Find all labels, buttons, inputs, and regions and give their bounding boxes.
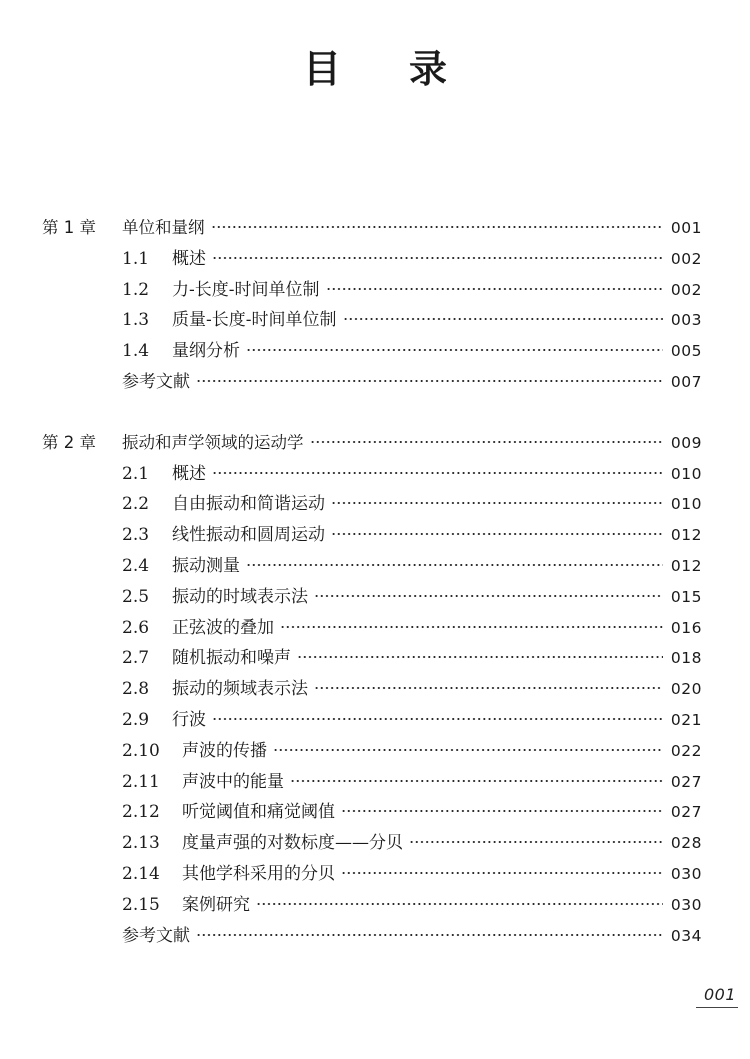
- page-title: [0, 44, 750, 94]
- section-number: 2.6: [122, 617, 150, 638]
- section-number: 2.4: [122, 555, 150, 576]
- dot-leader: [343, 317, 663, 321]
- dot-leader: [297, 655, 663, 659]
- page-number: 027: [670, 772, 702, 791]
- chapter-title: 振动和声学领域的运动学: [122, 432, 304, 452]
- page-number: 018: [670, 649, 702, 668]
- toc-section-2-11[interactable]: [42, 767, 702, 798]
- section-title: 概述: [172, 248, 206, 269]
- page-number: 010: [670, 464, 702, 483]
- section-title: 量纲分析: [172, 341, 240, 362]
- chapter-gap: [42, 398, 702, 428]
- dot-leader: [211, 225, 663, 229]
- section-title: 振动测量: [172, 555, 240, 576]
- toc-section-1-3[interactable]: [42, 305, 702, 336]
- dot-leader: [341, 809, 663, 813]
- dot-leader: [212, 256, 663, 260]
- section-number: 1.4: [122, 341, 150, 362]
- dot-leader: [196, 933, 663, 937]
- toc-section-2-3[interactable]: [42, 520, 702, 551]
- table-of-contents: [42, 213, 702, 951]
- toc-chapter-1[interactable]: [42, 213, 702, 244]
- section-title: 正弦波的叠加: [172, 617, 274, 638]
- toc-section-1-4[interactable]: [42, 336, 702, 367]
- section-title: 参考文献: [122, 925, 190, 946]
- section-title: 行波: [172, 709, 206, 730]
- dot-leader: [409, 840, 663, 844]
- section-title: 振动的频域表示法: [172, 679, 308, 700]
- page-number: 007: [670, 372, 702, 391]
- toc-section-2-14[interactable]: [42, 859, 702, 890]
- toc-section-2-12[interactable]: [42, 797, 702, 828]
- page-title-char-1: 目: [302, 47, 409, 91]
- chapter-number: 第 1 章: [42, 218, 96, 237]
- section-number: 2.10: [122, 740, 160, 761]
- section-title: 质量-长度-时间单位制: [172, 310, 337, 331]
- chapter-title: 单位和量纲: [122, 218, 205, 237]
- section-number: 2.1: [122, 463, 150, 484]
- section-number: 2.8: [122, 679, 150, 700]
- toc-references-2[interactable]: [42, 921, 702, 952]
- section-title: 度量声强的对数标度——分贝: [182, 833, 403, 854]
- section-number: 2.11: [122, 771, 160, 792]
- chapter-number: 第 2 章: [42, 432, 96, 452]
- folio-page-number: 001: [696, 985, 738, 1008]
- toc-section-2-15[interactable]: [42, 890, 702, 921]
- section-number: 1.2: [122, 279, 150, 300]
- page-number: 009: [670, 433, 702, 452]
- page-number: 022: [670, 741, 702, 760]
- page-number: 027: [670, 803, 702, 822]
- page-number: 034: [670, 926, 702, 945]
- page-number: 030: [670, 895, 702, 914]
- section-title: 声波中的能量: [182, 771, 284, 792]
- section-title: 参考文献: [122, 371, 190, 392]
- dot-leader: [256, 902, 663, 906]
- section-number: 2.5: [122, 586, 150, 607]
- toc-section-2-5[interactable]: [42, 582, 702, 613]
- toc-section-2-10[interactable]: [42, 736, 702, 767]
- dot-leader: [326, 287, 663, 291]
- page-number: 028: [670, 834, 702, 853]
- toc-section-2-4[interactable]: [42, 551, 702, 582]
- dot-leader: [331, 501, 663, 505]
- toc-chapter-2[interactable]: [42, 428, 702, 459]
- section-number: 2.7: [122, 648, 150, 669]
- page-number: 002: [670, 249, 702, 268]
- dot-leader: [341, 871, 663, 875]
- section-title: 案例研究: [182, 894, 250, 915]
- section-title: 力-长度-时间单位制: [172, 279, 320, 300]
- page-number: 021: [670, 710, 702, 729]
- section-title: 线性振动和圆周运动: [172, 525, 325, 546]
- page-number: 012: [670, 556, 702, 575]
- dot-leader: [331, 532, 663, 536]
- page-number: 005: [670, 342, 702, 361]
- section-number: 2.12: [122, 802, 160, 823]
- section-title: 概述: [172, 463, 206, 484]
- toc-section-2-2[interactable]: [42, 489, 702, 520]
- page-number: 015: [670, 587, 702, 606]
- toc-section-1-1[interactable]: [42, 244, 702, 275]
- toc-section-1-2[interactable]: [42, 275, 702, 306]
- dot-leader: [246, 348, 663, 352]
- page-number: 010: [670, 495, 702, 514]
- section-title: 振动的时域表示法: [172, 586, 308, 607]
- section-number: 2.15: [122, 894, 160, 915]
- page-title-char-2: 录: [409, 47, 516, 91]
- section-title: 随机振动和噪声: [172, 648, 291, 669]
- section-title: 听觉阈值和痛觉阈值: [182, 802, 335, 823]
- dot-leader: [314, 594, 663, 598]
- page-number: 020: [670, 680, 702, 699]
- section-title: 其他学科采用的分贝: [182, 863, 335, 884]
- section-number: 1.1: [122, 248, 150, 269]
- toc-section-2-9[interactable]: [42, 705, 702, 736]
- toc-section-2-7[interactable]: [42, 643, 702, 674]
- page-number: 012: [670, 526, 702, 545]
- page-number: 016: [670, 618, 702, 637]
- section-number: 2.13: [122, 833, 160, 854]
- dot-leader: [246, 563, 663, 567]
- page-number: 002: [670, 280, 702, 299]
- dot-leader: [290, 779, 663, 783]
- toc-section-2-1[interactable]: [42, 459, 702, 490]
- page-number: 003: [670, 311, 702, 330]
- dot-leader: [310, 440, 663, 444]
- dot-leader: [212, 471, 663, 475]
- section-title: 自由振动和简谐运动: [172, 494, 325, 515]
- section-number: 2.14: [122, 863, 160, 884]
- section-number: 2.3: [122, 525, 150, 546]
- dot-leader: [212, 717, 663, 721]
- dot-leader: [196, 379, 663, 383]
- page-number: 001: [670, 219, 702, 237]
- section-number: 1.3: [122, 310, 150, 331]
- toc-section-2-13[interactable]: [42, 828, 702, 859]
- toc-references-1[interactable]: [42, 367, 702, 398]
- toc-section-2-8[interactable]: [42, 674, 702, 705]
- section-title: 声波的传播: [182, 740, 267, 761]
- section-number: 2.9: [122, 709, 150, 730]
- dot-leader: [280, 625, 663, 629]
- section-number: 2.2: [122, 494, 150, 515]
- toc-section-2-6[interactable]: [42, 613, 702, 644]
- page-number: 030: [670, 864, 702, 883]
- dot-leader: [273, 748, 663, 752]
- dot-leader: [314, 686, 663, 690]
